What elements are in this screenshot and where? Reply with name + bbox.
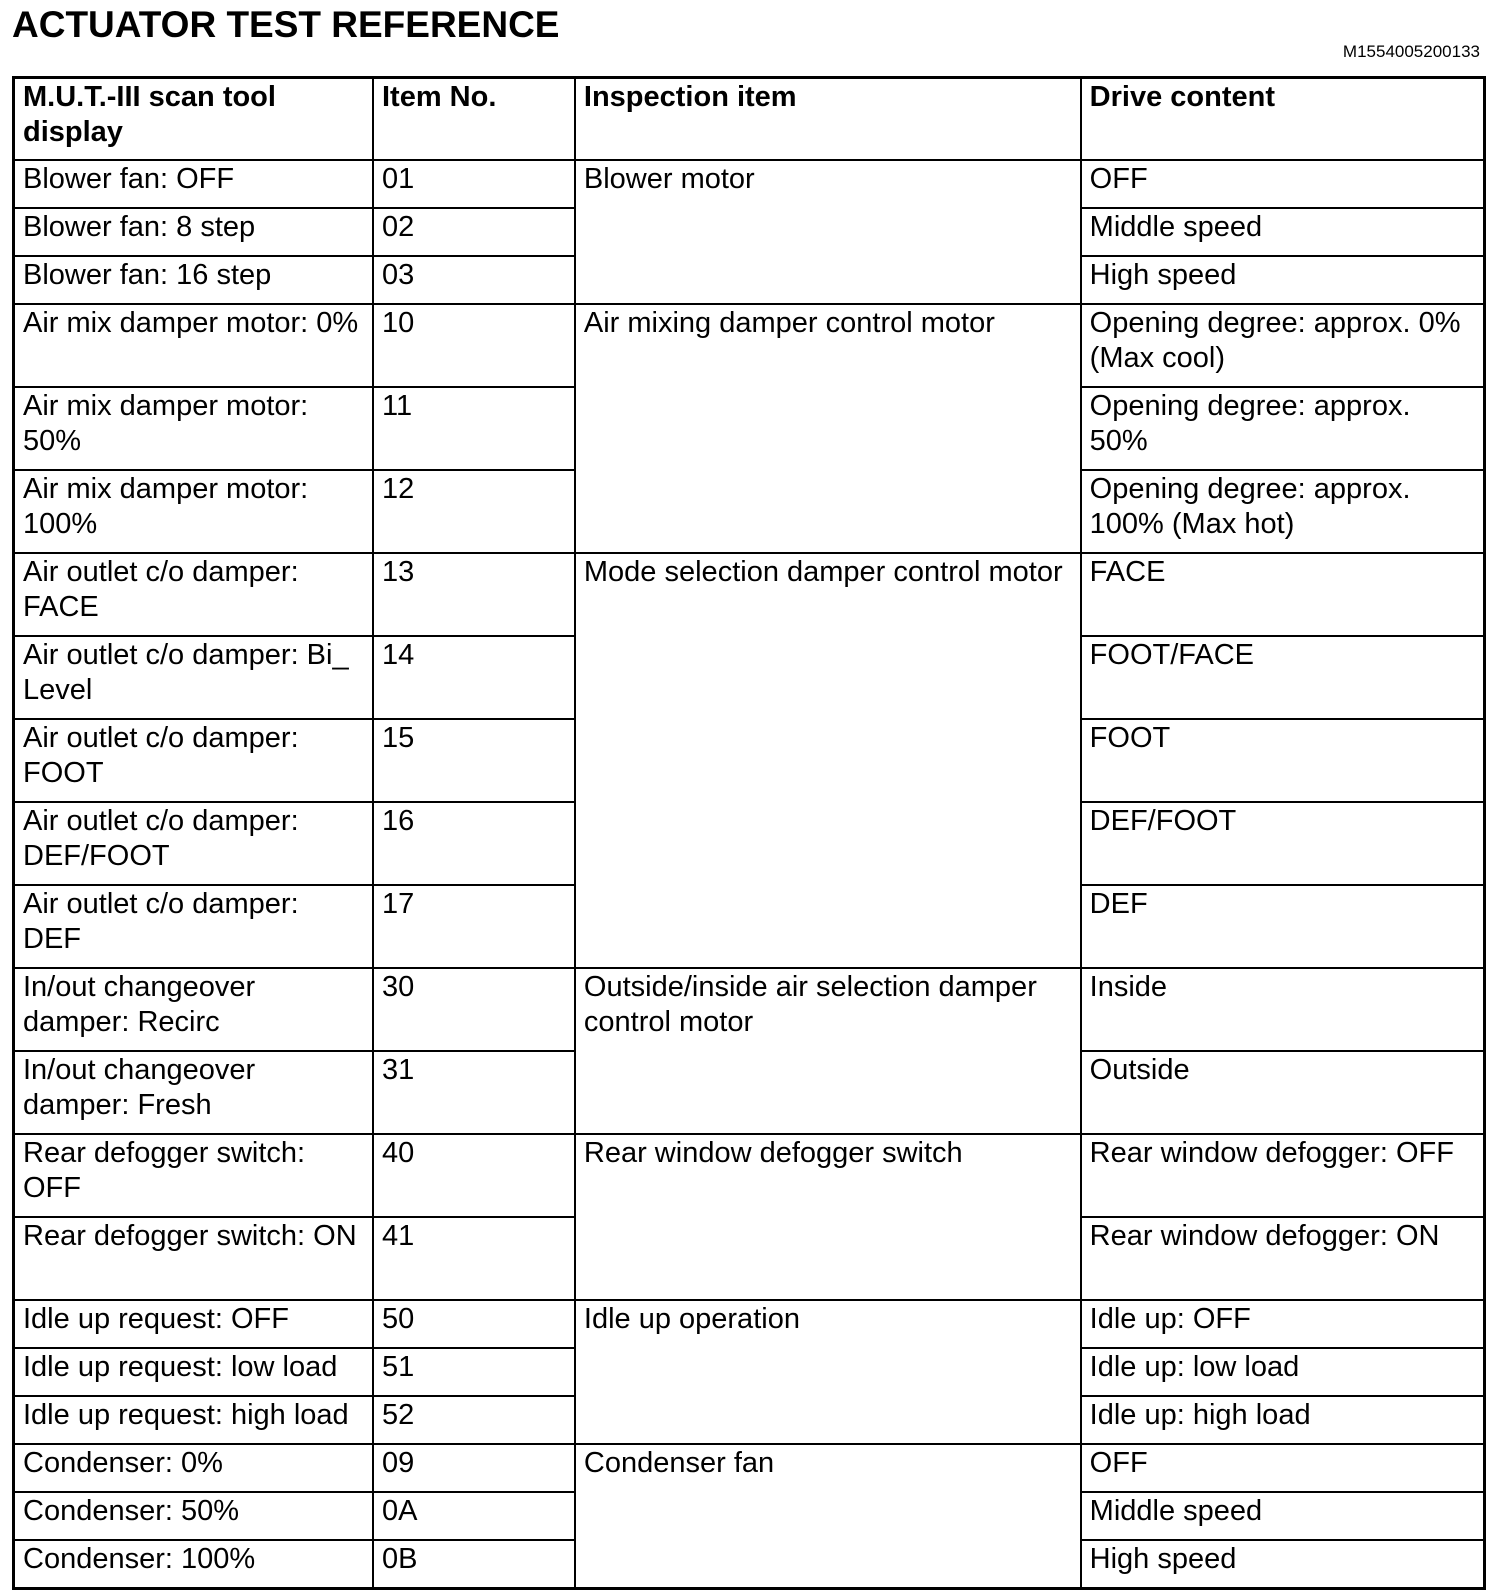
inspection-item-cell: Outside/inside air selection damper control motor	[575, 968, 1081, 1134]
display-cell: Blower fan: 8 step	[14, 208, 374, 256]
table-body	[14, 160, 1485, 1589]
table-header-row	[14, 78, 1485, 161]
item-no-cell: 52	[373, 1396, 575, 1444]
item-no-cell: 10	[373, 304, 575, 387]
drive-content-cell: Middle speed	[1081, 1492, 1485, 1540]
display-cell: Air outlet c/o damper: FACE	[14, 553, 374, 636]
drive-content-cell: OFF	[1081, 1444, 1485, 1492]
table-row	[14, 1300, 1485, 1348]
display-cell: Air outlet c/o damper: DEF/FOOT	[14, 802, 374, 885]
display-cell: Air outlet c/o damper: Bi_ Level	[14, 636, 374, 719]
display-cell: Blower fan: OFF	[14, 160, 374, 208]
display-cell: Rear defogger switch: OFF	[14, 1134, 374, 1217]
drive-content-cell: DEF/FOOT	[1081, 802, 1485, 885]
inspection-item-cell: Rear window defogger switch	[575, 1134, 1081, 1300]
inspection-item-cell: Idle up operation	[575, 1300, 1081, 1444]
inspection-item-cell: Condenser fan	[575, 1444, 1081, 1589]
drive-content-cell: Rear window defogger: ON	[1081, 1217, 1485, 1300]
item-no-cell: 41	[373, 1217, 575, 1300]
item-no-cell: 09	[373, 1444, 575, 1492]
drive-content-cell: Inside	[1081, 968, 1485, 1051]
drive-content-cell: FOOT/FACE	[1081, 636, 1485, 719]
drive-content-cell: High speed	[1081, 1540, 1485, 1589]
drive-content-cell: Middle speed	[1081, 208, 1485, 256]
item-no-cell: 51	[373, 1348, 575, 1396]
item-no-cell: 50	[373, 1300, 575, 1348]
item-no-cell: 15	[373, 719, 575, 802]
display-cell: Idle up request: low load	[14, 1348, 374, 1396]
inspection-item-cell: Blower motor	[575, 160, 1081, 304]
drive-content-cell: Idle up: low load	[1081, 1348, 1485, 1396]
item-no-cell: 0A	[373, 1492, 575, 1540]
table-row	[14, 160, 1485, 208]
item-no-cell: 0B	[373, 1540, 575, 1589]
display-cell: Idle up request: OFF	[14, 1300, 374, 1348]
display-cell: Blower fan: 16 step	[14, 256, 374, 304]
figure-id: M1554005200133	[1342, 42, 1480, 61]
item-no-cell: 11	[373, 387, 575, 470]
table-row	[14, 304, 1485, 387]
table-row	[14, 1134, 1485, 1217]
display-cell: Rear defogger switch: ON	[14, 1217, 374, 1300]
display-cell: Air mix damper motor: 100%	[14, 470, 374, 553]
table-row	[14, 553, 1485, 636]
drive-content-cell: FOOT	[1081, 719, 1485, 802]
drive-content-cell: Opening degree: approx. 50%	[1081, 387, 1485, 470]
drive-content-cell: Idle up: high load	[1081, 1396, 1485, 1444]
display-cell: In/out changeover damper: Recirc	[14, 968, 374, 1051]
inspection-item-cell: Mode selection damper control motor	[575, 553, 1081, 968]
drive-content-cell: Rear window defogger: OFF	[1081, 1134, 1485, 1217]
table-row	[14, 968, 1485, 1051]
display-cell: Condenser: 0%	[14, 1444, 374, 1492]
column-header-inspection-item: Inspection item	[575, 78, 1081, 161]
item-no-cell: 03	[373, 256, 575, 304]
display-cell: Air outlet c/o damper: FOOT	[14, 719, 374, 802]
display-cell: Idle up request: high load	[14, 1396, 374, 1444]
actuator-test-table	[12, 76, 1486, 1590]
item-no-cell: 40	[373, 1134, 575, 1217]
inspection-item-cell: Air mixing damper control motor	[575, 304, 1081, 553]
display-cell: Air mix damper motor: 0%	[14, 304, 374, 387]
display-cell: Air mix damper motor: 50%	[14, 387, 374, 470]
drive-content-cell: Opening degree: approx. 0% (Max cool)	[1081, 304, 1485, 387]
page-title: ACTUATOR TEST REFERENCE	[12, 4, 560, 45]
item-no-cell: 14	[373, 636, 575, 719]
item-no-cell: 01	[373, 160, 575, 208]
drive-content-cell: DEF	[1081, 885, 1485, 968]
item-no-cell: 13	[373, 553, 575, 636]
column-header-item-no: Item No.	[373, 78, 575, 161]
display-cell: In/out changeover damper: Fresh	[14, 1051, 374, 1134]
drive-content-cell: Idle up: OFF	[1081, 1300, 1485, 1348]
display-cell: Condenser: 100%	[14, 1540, 374, 1589]
drive-content-cell: FACE	[1081, 553, 1485, 636]
item-no-cell: 16	[373, 802, 575, 885]
drive-content-cell: OFF	[1081, 160, 1485, 208]
item-no-cell: 17	[373, 885, 575, 968]
column-header-drive-content: Drive content	[1081, 78, 1485, 161]
item-no-cell: 31	[373, 1051, 575, 1134]
drive-content-cell: High speed	[1081, 256, 1485, 304]
drive-content-cell: Opening degree: approx. 100% (Max hot)	[1081, 470, 1485, 553]
display-cell: Condenser: 50%	[14, 1492, 374, 1540]
item-no-cell: 02	[373, 208, 575, 256]
table-row	[14, 1444, 1485, 1492]
display-cell: Air outlet c/o damper: DEF	[14, 885, 374, 968]
item-no-cell: 30	[373, 968, 575, 1051]
drive-content-cell: Outside	[1081, 1051, 1485, 1134]
column-header-display: M.U.T.-III scan tool display	[14, 78, 374, 161]
item-no-cell: 12	[373, 470, 575, 553]
